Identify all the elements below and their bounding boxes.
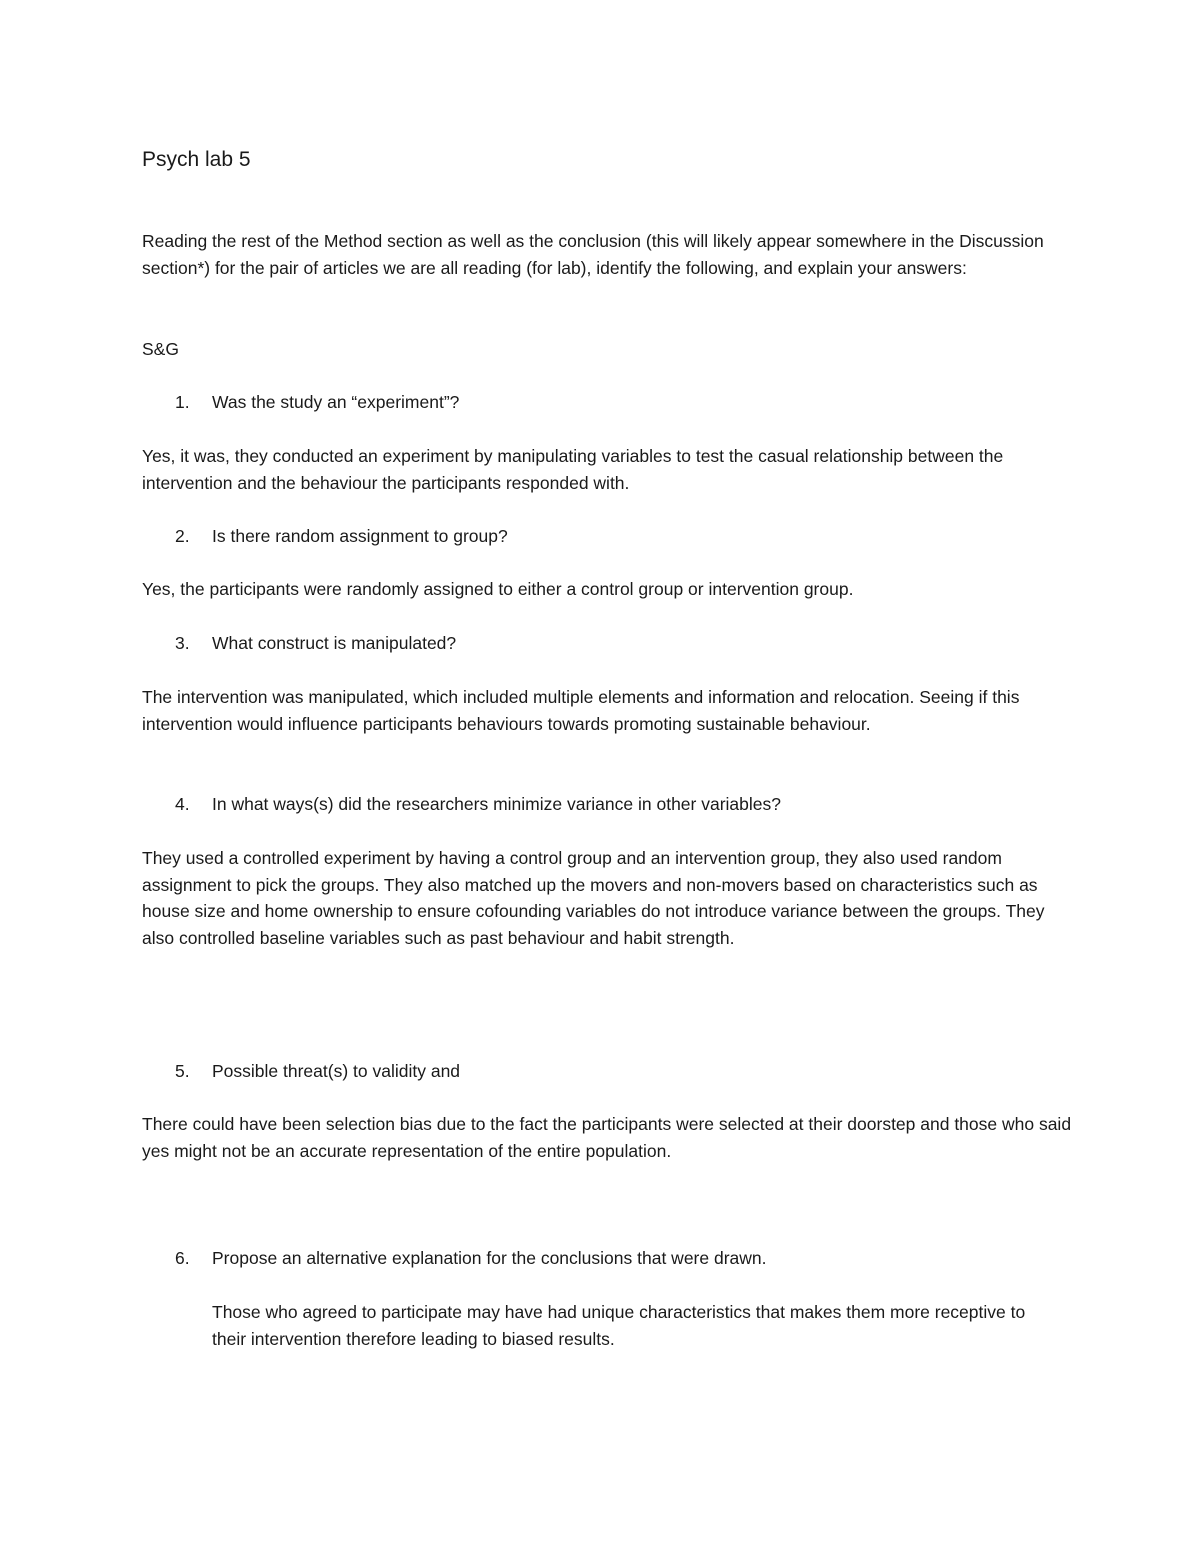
answer-3: The intervention was manipulated, which included multiple elements and information and relocation. Seeing if this intervention would influence participants behaviours towards promoting sustainable behaviour. <box>142 687 1020 734</box>
answer-2: Yes, the participants were randomly assigned to either a control group or intervention group. <box>142 579 854 599</box>
question-text: Possible threat(s) to validity and <box>212 1061 461 1081</box>
question-text: Was the study an “experiment”? <box>212 392 460 412</box>
question-number: 2. <box>175 526 190 546</box>
intro-paragraph: Reading the rest of the Method section as well as the conclusion (this will likely appear somewhere in the Discussion section*) for the pair of articles we are all reading (for lab), identify the following, and explain your answers: <box>142 231 1044 278</box>
question-text: In what ways(s) did the researchers minimize variance in other variables? <box>212 794 781 814</box>
answer-4: They used a controlled experiment by having a control group and an intervention group, they also used random assignment to pick the groups. They also matched up the movers and non-movers based on characteristics such as house size and home ownership to ensure cofounding variables do not introduce variance between the groups. They also controlled baseline variables such as past behaviour and habit strength. <box>142 848 1045 948</box>
question-number: 4. <box>175 794 190 814</box>
question-text: Propose an alternative explanation for the conclusions that were drawn. <box>212 1248 767 1268</box>
answer-5: There could have been selection bias due to the fact the participants were selected at their doorstep and those who said yes might not be an accurate representation of the entire population. <box>142 1114 1072 1161</box>
answer-1: Yes, it was, they conducted an experiment by manipulating variables to test the casual relationship between the intervention and the behaviour the participants responded with. <box>142 446 1004 493</box>
question-number: 1. <box>175 392 190 412</box>
question-number: 5. <box>175 1061 190 1081</box>
answer-6: Those who agreed to participate may have had unique characteristics that makes them more receptive to their intervention therefore leading to biased results. <box>212 1302 1026 1349</box>
document-title: Psych lab 5 <box>142 148 251 171</box>
question-number: 3. <box>175 633 190 653</box>
question-number: 6. <box>175 1248 190 1268</box>
question-text: Is there random assignment to group? <box>212 526 508 546</box>
section-label: S&G <box>142 339 179 359</box>
question-text: What construct is manipulated? <box>212 633 457 653</box>
